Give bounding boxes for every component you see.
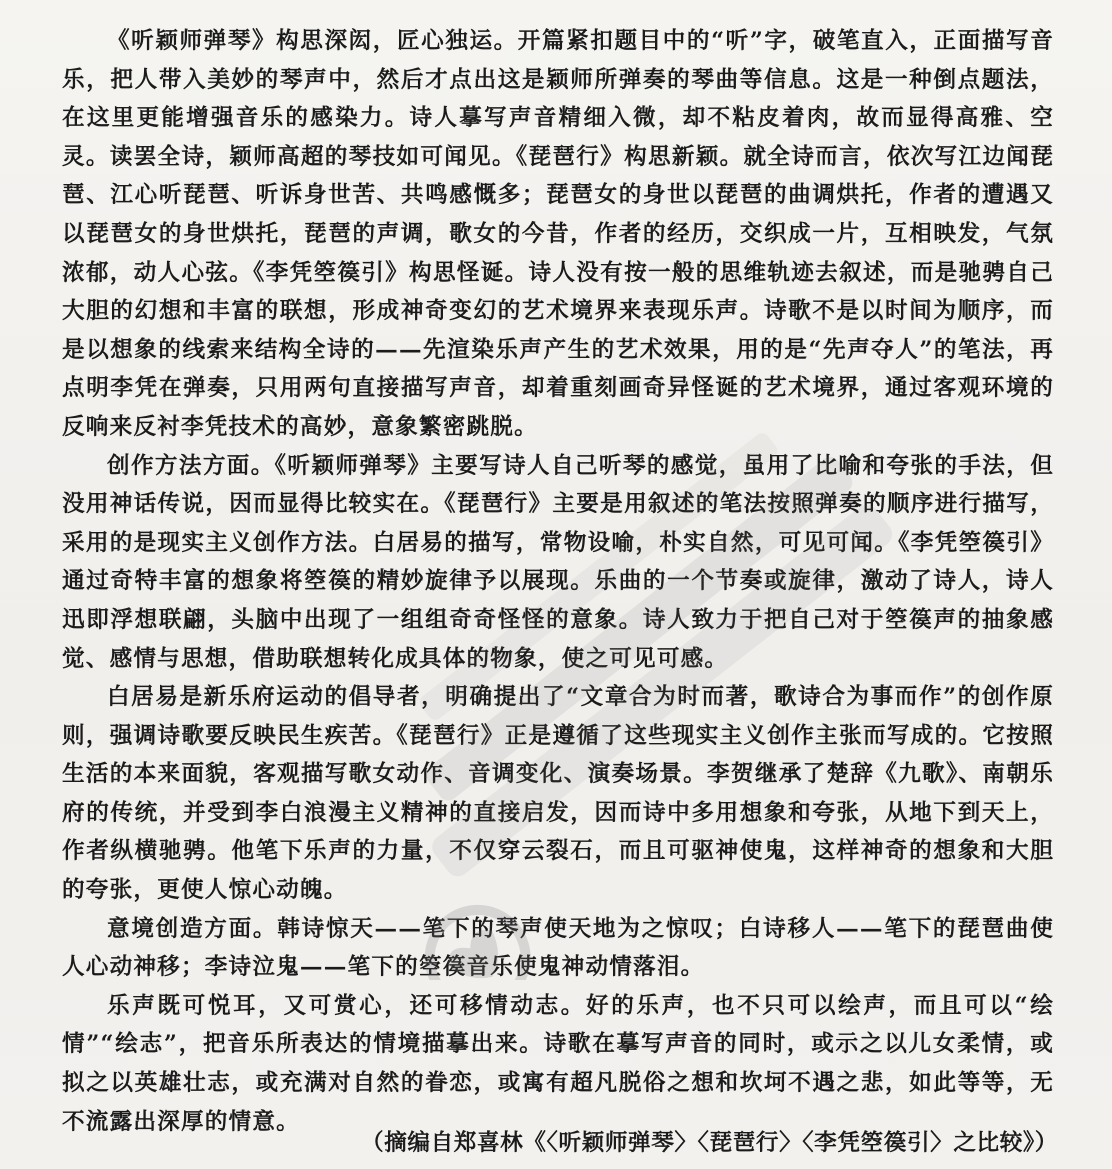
article-body — [62, 22, 1054, 1141]
paragraph-structure: 《听颖师弹琴》构思深闳，匠心独运。开篇紧扣题目中的“听”字，破笔直入，正面描写音乐，把人带入美妙的琴声中，然后才点出这是颖师所弹奏的琴曲等信息。这是一种倒点题法，在这里更能增强音乐的感染力。诗人摹写声音精细入微，却不粘皮着肉，故而显得高雅、空灵。读罢全诗，颖师高超的琴技如可闻见。《琵琶行》构思新颖。就全诗而言，依次写江边闻琵琶、江心听琵琶、听诉身世苦、共鸣感慨多；琵琶女的身世以琵琶的曲调烘托，作者的遭遇又以琵琶女的身世烘托，琵琶的声调，歌女的今昔，作者的经历，交织成一片，互相映发，气氛浓郁，动人心弦。《李凭箜篌引》构思怪诞。诗人没有按一般的思维轨迹去叙述，而是驰骋自己大胆的幻想和丰富的联想，形成神奇变幻的艺术境界来表现乐声。诗歌不是以时间为顺序，而是以想象的线索来结构全诗的——先渲染乐声产生的艺术效果，用的是“先声夺人”的笔法，再点明李凭在弹奏，只用两句直接描写声音，却着重刻画奇异怪诞的艺术境界，通过客观环境的反响来反衬李凭技术的高妙，意象繁密跳脱。 — [62, 28, 1054, 440]
paragraph-realism-romanticism: 白居易是新乐府运动的倡导者，明确提出了“文章合为时而著，歌诗合为事而作”的创作原则，强调诗歌要反映民生疾苦。《琵琶行》正是遵循了这些现实主义创作主张而写成的。它按照生活的本来面貌，客观描写歌女动作、音调变化、演奏场景。李贺继承了楚辞《九歌》、南朝乐府的传统，并受到李白浪漫主义精神的直接启发，因而诗中多用想象和夸张，从地下到天上，作者纵横驰骋。他笔下乐声的力量，不仅穿云裂石，而且可驱神使鬼，这样神奇的想象和大胆的夸张，更使人惊心动魄。 — [62, 684, 1054, 904]
source-citation: （摘编自郑喜林《〈听颖师弹琴〉〈琵琶行〉〈李凭箜篌引〉之比较》） — [361, 1130, 1058, 1156]
paragraph-method: 创作方法方面。《听颖师弹琴》主要写诗人自己听琴的感觉，虽用了比喻和夸张的手法，但没用神话传说，因而显得比较实在。《琵琶行》主要是用叙述的笔法按照弹奏的顺序进行描写，采用的是现实主义创作方法。白居易的描写，常物设喻，朴实自然，可见可闻。《李凭箜篌引》通过奇特丰富的想象将箜篌的精妙旋律予以展现。乐曲的一个节奏或旋律，激动了诗人，诗人迅即浮想联翩，头脑中出现了一组组奇奇怪怪的意象。诗人致力于把自己对于箜篌声的抽象感觉、感情与思想，借助联想转化成具体的物象，使之可见可感。 — [62, 452, 1054, 672]
paragraph-artistic-conception: 意境创造方面。韩诗惊天——笔下的琴声使天地为之惊叹；白诗移人——笔下的琵琶曲使人心动神移；李诗泣鬼——笔下的箜篌音乐使鬼神动情落泪。 — [62, 915, 1054, 981]
paragraph-emotion: 乐声既可悦耳，又可赏心，还可移情动志。好的乐声，也不只可以绘声，而且可以“绘情”“绘志”，把音乐所表达的情境描摹出来。诗歌在摹写声音的同时，或示之以儿女柔情，或拟之以英雄壮志，或充满对自然的眷恋，或寓有超凡脱俗之想和坎坷不遇之悲，如此等等，无不流露出深厚的情意。 — [62, 992, 1054, 1135]
